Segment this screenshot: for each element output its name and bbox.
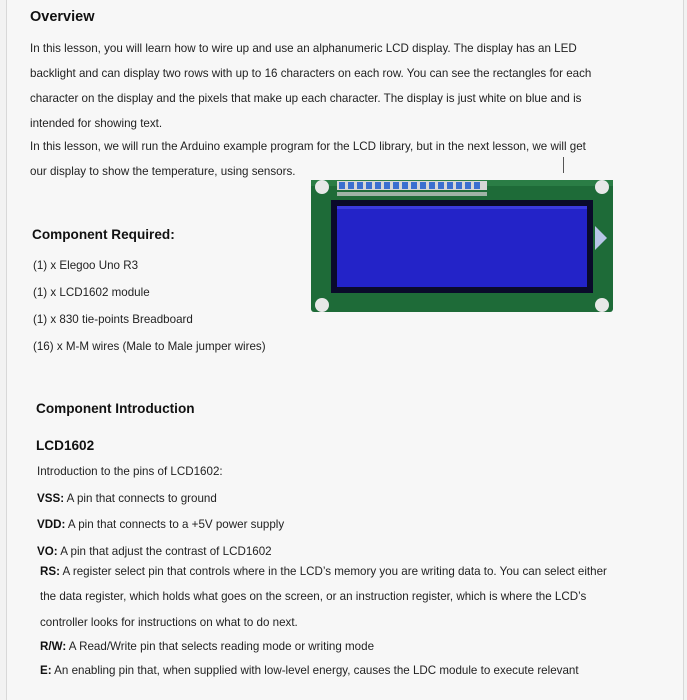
pin-desc: A pin that connects to ground: [64, 492, 217, 505]
components-heading: Component Required:: [32, 227, 175, 242]
text-line: character on the display and the pixels that make up each character. The display is just white on blue and is: [30, 92, 582, 105]
component-item: (1) x LCD1602 module: [33, 286, 150, 299]
pin-desc: A pin that connects to a +5V power supply: [65, 518, 285, 531]
pin-name: VO:: [37, 545, 58, 558]
pins-intro: Introduction to the pins of LCD1602:: [37, 465, 223, 478]
pin-row: [37, 545, 272, 558]
pin-desc: A register select pin that controls where in the LCD’s memory you are writing data to. You can select either: [59, 565, 607, 578]
pin-continuation: [40, 590, 586, 603]
text-line: backlight and can display two rows with up to 16 characters on each row. You can see the rectangles for each: [30, 67, 592, 80]
pin-desc: A pin that adjust the contrast of LCD1602: [57, 545, 272, 558]
text-line: our display to show the temperature, using sensors.: [30, 165, 296, 178]
pin-name: VDD:: [37, 518, 66, 531]
pin-row: [37, 492, 217, 505]
pin-desc: An enabling pin that, when supplied with low-level energy, causes the LDC module to execute relevant: [51, 664, 579, 677]
lcd1602-module-image: [311, 180, 613, 312]
pin-desc: A Read/Write pin that selects reading mode or writing mode: [66, 640, 375, 653]
mount-hole: [595, 180, 609, 194]
pin-row: [40, 565, 607, 578]
pin-desc: the data register, which holds what goes on the screen, or an instruction register, which is where the LCD’s: [40, 590, 587, 603]
component-item: (1) x 830 tie-points Breadboard: [33, 313, 193, 326]
device-heading: LCD1602: [36, 438, 95, 453]
pin-name: R/W:: [40, 640, 67, 653]
pin-name: VSS:: [37, 492, 65, 505]
mount-hole: [315, 298, 329, 312]
document-page: [6, 0, 684, 700]
text-line: intended for showing text.: [30, 117, 163, 130]
overview-heading: Overview: [30, 9, 95, 25]
lcd-screen: [337, 206, 587, 287]
text-cursor: [563, 157, 564, 173]
pin-row: [37, 518, 284, 531]
overview-paragraph-1: [30, 36, 670, 136]
text-line: In this lesson, we will run the Arduino example program for the LCD library, but in the next lesson, we will get: [30, 140, 586, 153]
component-item: (16) x M-M wires (Male to Male jumper wires): [33, 340, 266, 353]
component-item: (1) x Elegoo Uno R3: [33, 259, 139, 272]
pin-name: E:: [40, 664, 52, 677]
pin-row: [40, 664, 579, 677]
overview-paragraph-2: [30, 134, 670, 184]
pin-desc: controller looks for instructions on what to do next.: [40, 616, 298, 629]
mount-hole: [315, 180, 329, 194]
intro-heading: Component Introduction: [36, 401, 195, 416]
mount-hole: [595, 298, 609, 312]
text-line: In this lesson, you will learn how to wire up and use an alphanumeric LCD display. The display has an LED: [30, 42, 577, 55]
header-pins: [337, 181, 487, 196]
pin-row: [40, 640, 374, 653]
pin-continuation: [40, 616, 298, 629]
pin-name: RS:: [40, 565, 60, 578]
